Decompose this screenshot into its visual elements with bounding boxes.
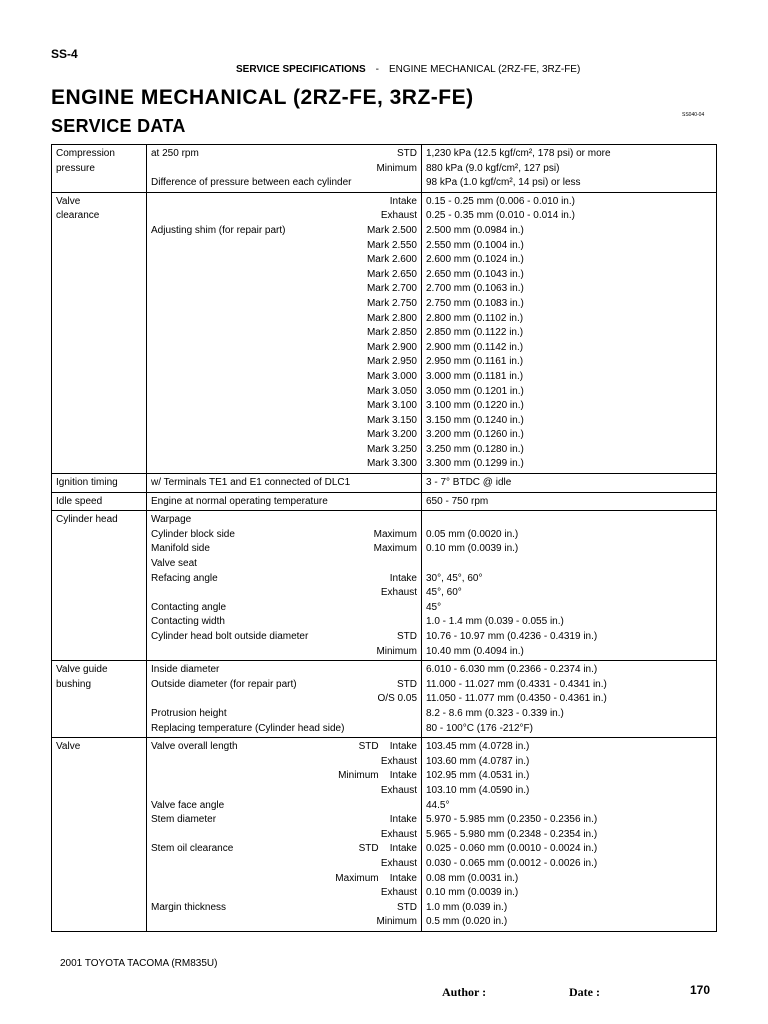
spec-item: Stem diameter <box>151 814 217 826</box>
group-specs <box>422 511 717 661</box>
spec-row <box>151 399 417 414</box>
spec-qualifier: Maximum <box>373 543 417 555</box>
spec-row <box>151 312 417 327</box>
spec-row <box>151 239 417 254</box>
spec-qualifier: Mark 3.300 <box>366 458 417 470</box>
spec-row <box>151 784 417 799</box>
group-specs <box>422 492 717 511</box>
spec-qualifier: Mark 3.150 <box>366 414 417 426</box>
spec-row <box>151 678 417 693</box>
group-items <box>147 492 422 511</box>
group-items <box>147 474 422 493</box>
spec-qualifier: O/S 0.05 <box>377 693 417 705</box>
spec-item: Difference of pressure between each cylinder <box>151 177 352 189</box>
spec-value: 3.050 mm (0.1201 in.) <box>426 385 524 397</box>
spec-value: 3 - 7° BTDC @ idle <box>426 477 512 489</box>
running-header-section: SERVICE SPECIFICATIONS <box>236 64 366 75</box>
spec-value <box>426 513 712 528</box>
service-data-table <box>51 144 717 932</box>
spec-value <box>426 557 712 572</box>
group-label <box>52 192 147 473</box>
spec-row <box>151 268 417 283</box>
spec-row <box>151 176 417 191</box>
group-label-line: Valve <box>56 741 81 753</box>
spec-value: 2.950 mm (0.1161 in.) <box>426 356 524 368</box>
page-subtitle: SERVICE DATA <box>51 116 186 136</box>
spec-value: 2.850 mm (0.1122 in.) <box>426 327 524 339</box>
spec-item: Outside diameter (for repair part) <box>151 678 297 690</box>
spec-value: 0.025 - 0.060 mm (0.0010 - 0.0024 in.) <box>426 843 598 855</box>
group-items <box>147 511 422 661</box>
group-label <box>52 145 147 193</box>
spec-row <box>151 586 417 601</box>
group-items <box>147 738 422 932</box>
spec-qualifier: Minimum <box>376 916 417 928</box>
spec-row <box>151 915 417 930</box>
spec-value: 1,230 kPa (12.5 kgf/cm², 178 psi) or more <box>426 148 611 159</box>
spec-value: 11.050 - 11.077 mm (0.4350 - 0.4361 in.) <box>426 693 607 705</box>
spec-value: 2.750 mm (0.1083 in.) <box>426 297 524 309</box>
spec-value: 880 kPa (9.0 kgf/cm², 127 psi) <box>426 162 560 174</box>
spec-group <box>52 145 717 193</box>
spec-value: 3.000 mm (0.1181 in.) <box>426 370 524 382</box>
group-label-line: Valve guide <box>56 664 108 676</box>
spec-qualifier: Mark 2.800 <box>366 312 417 324</box>
spec-row <box>151 813 417 828</box>
spec-value: 103.10 mm (4.0590 in.) <box>426 784 530 796</box>
spec-value: 103.45 mm (4.0728 in.) <box>426 741 530 753</box>
spec-item: Valve face angle <box>151 799 225 811</box>
spec-row <box>151 615 417 630</box>
spec-item: Refacing angle <box>151 572 218 584</box>
spec-value: 0.5 mm (0.020 in.) <box>426 916 508 928</box>
spec-value: 2.700 mm (0.1063 in.) <box>426 283 524 295</box>
spec-row <box>151 428 417 443</box>
spec-value: 2.650 mm (0.1043 in.) <box>426 268 524 280</box>
group-label-line: pressure <box>56 162 95 174</box>
spec-value: 0.25 - 0.35 mm (0.010 - 0.014 in.) <box>426 210 575 222</box>
group-label <box>52 492 147 511</box>
spec-row <box>151 326 417 341</box>
spec-qualifier: STD Intake <box>358 843 417 855</box>
spec-value: 2.550 mm (0.1004 in.) <box>426 239 524 251</box>
spec-row <box>151 572 417 587</box>
spec-row <box>151 528 417 543</box>
spec-qualifier: Mark 2.550 <box>366 239 417 251</box>
spec-row <box>151 886 417 901</box>
spec-qualifier: Intake <box>389 572 417 584</box>
spec-qualifier: Mark 2.700 <box>366 283 417 295</box>
spec-row <box>151 857 417 872</box>
spec-value: 11.000 - 11.027 mm (0.4331 - 0.4341 in.) <box>426 678 607 690</box>
spec-row <box>151 253 417 268</box>
spec-row <box>151 297 417 312</box>
spec-value: 45°, 60° <box>426 587 462 599</box>
group-items <box>147 661 422 738</box>
spec-qualifier: Mark 2.900 <box>366 341 417 353</box>
spec-item: Cylinder head bolt outside diameter <box>151 631 309 642</box>
group-items <box>147 192 422 473</box>
group-specs <box>422 192 717 473</box>
spec-value: 3.100 mm (0.1220 in.) <box>426 400 524 412</box>
spec-qualifier: Maximum <box>373 528 417 540</box>
spec-value: 1.0 mm (0.039 in.) <box>426 901 508 913</box>
spec-row <box>151 385 417 400</box>
page-title: ENGINE MECHANICAL (2RZ-FE, 3RZ-FE) <box>51 86 474 109</box>
spec-value: 102.95 mm (4.0531 in.) <box>426 770 530 782</box>
spec-qualifier: STD Intake <box>358 741 417 753</box>
spec-item: Cylinder block side <box>151 528 235 540</box>
group-label <box>52 738 147 932</box>
spec-row <box>151 755 417 770</box>
group-items <box>147 145 422 193</box>
spec-item: Contacting angle <box>151 601 227 613</box>
spec-item: Valve seat <box>151 558 197 570</box>
spec-value: 44.5° <box>426 799 450 811</box>
spec-item: Stem oil clearance <box>151 843 234 855</box>
spec-qualifier: STD <box>397 148 417 159</box>
spec-group <box>52 738 717 932</box>
spec-qualifier: Mark 2.750 <box>366 297 417 309</box>
spec-row <box>151 842 417 857</box>
document-code: SS040-04 <box>682 112 705 118</box>
spec-row <box>151 443 417 458</box>
spec-item: Warpage <box>151 514 192 526</box>
spec-row <box>151 630 417 645</box>
spec-item: Protrusion height <box>151 707 227 719</box>
spec-row <box>151 370 417 385</box>
spec-value: 2.600 mm (0.1024 in.) <box>426 254 524 266</box>
spec-group <box>52 492 717 511</box>
spec-qualifier: STD <box>397 901 417 913</box>
spec-value: 45° <box>426 601 442 613</box>
spec-qualifier: Intake <box>389 195 417 207</box>
spec-row <box>151 195 417 210</box>
group-specs <box>422 738 717 932</box>
spec-row <box>151 495 417 510</box>
spec-value: 3.200 mm (0.1260 in.) <box>426 429 524 441</box>
footer-model: 2001 TOYOTA TACOMA (RM835U) <box>60 958 218 969</box>
spec-group <box>52 192 717 473</box>
spec-qualifier: Mark 2.500 <box>366 224 417 236</box>
group-label-line: Compression <box>56 148 115 159</box>
spec-group <box>52 511 717 661</box>
spec-value: 3.150 mm (0.1240 in.) <box>426 414 524 426</box>
spec-item: Manifold side <box>151 543 210 555</box>
spec-row <box>151 828 417 843</box>
spec-qualifier: Exhaust <box>380 210 417 222</box>
spec-qualifier: Mark 2.600 <box>366 254 417 266</box>
date-label: Date : <box>569 985 600 999</box>
spec-row <box>151 645 417 660</box>
group-specs <box>422 145 717 193</box>
spec-value: 0.10 mm (0.0039 in.) <box>426 887 519 899</box>
spec-value: 0.10 mm (0.0039 in.) <box>426 543 519 555</box>
spec-value: 10.40 mm (0.4094 in.) <box>426 645 524 657</box>
spec-value: 8.2 - 8.6 mm (0.323 - 0.339 in.) <box>426 707 564 719</box>
spec-row <box>151 282 417 297</box>
group-label-line: clearance <box>56 210 100 222</box>
spec-qualifier: Exhaust <box>380 755 417 767</box>
group-label <box>52 511 147 661</box>
spec-item: Contacting width <box>151 616 225 628</box>
spec-qualifier: Minimum <box>376 645 417 657</box>
author-label: Author : <box>442 985 487 999</box>
spec-value: 650 - 750 rpm <box>426 495 489 507</box>
spec-row <box>151 901 417 916</box>
spec-row <box>151 707 417 722</box>
spec-qualifier: Minimum <box>376 162 417 174</box>
spec-qualifier: Mark 3.000 <box>366 370 417 382</box>
spec-qualifier: Exhaust <box>380 857 417 869</box>
spec-item: Valve overall length <box>151 741 238 753</box>
spec-group <box>52 661 717 738</box>
spec-qualifier: Mark 3.200 <box>366 429 417 441</box>
group-label-line: Cylinder head <box>56 514 118 526</box>
group-label-line: Ignition timing <box>56 477 118 489</box>
spec-row <box>151 692 417 707</box>
spec-qualifier: Mark 2.950 <box>366 356 417 368</box>
page-code: SS-4 <box>51 47 78 61</box>
spec-row <box>151 355 417 370</box>
group-label-line: Valve <box>56 195 81 207</box>
spec-value: 3.300 mm (0.1299 in.) <box>426 458 524 470</box>
spec-value: 98 kPa (1.0 kgf/cm², 14 psi) or less <box>426 177 581 189</box>
spec-qualifier: Exhaust <box>380 828 417 840</box>
running-header-separator: - <box>375 64 379 75</box>
spec-row <box>151 414 417 429</box>
spec-item: Margin thickness <box>151 901 227 913</box>
spec-row <box>151 209 417 224</box>
group-label <box>52 474 147 493</box>
spec-qualifier: Mark 3.050 <box>366 385 417 397</box>
spec-row <box>151 557 417 572</box>
spec-item: Replacing temperature (Cylinder head side) <box>151 722 345 734</box>
spec-row <box>151 722 417 737</box>
spec-qualifier: Mark 3.250 <box>366 443 417 455</box>
group-label <box>52 661 147 738</box>
spec-value: 5.965 - 5.980 mm (0.2348 - 0.2354 in.) <box>426 828 598 840</box>
spec-value: 80 - 100°C (176 -212°F) <box>426 722 533 734</box>
spec-item: at 250 rpm <box>151 148 199 159</box>
spec-row <box>151 799 417 814</box>
spec-row <box>151 769 417 784</box>
spec-qualifier: Maximum Intake <box>335 872 417 884</box>
spec-value: 2.800 mm (0.1102 in.) <box>426 312 524 324</box>
spec-qualifier: Mark 3.100 <box>366 400 417 412</box>
spec-value: 0.08 mm (0.0031 in.) <box>426 872 519 884</box>
group-label-line: Idle speed <box>56 495 103 507</box>
spec-qualifier: Mark 2.650 <box>366 268 417 280</box>
spec-qualifier: Minimum Intake <box>338 770 417 782</box>
spec-row <box>151 476 417 491</box>
spec-qualifier: Mark 2.850 <box>366 327 417 339</box>
spec-value: 0.15 - 0.25 mm (0.006 - 0.010 in.) <box>426 195 575 207</box>
spec-row <box>151 601 417 616</box>
spec-qualifier: STD <box>397 631 417 642</box>
spec-value: 3.250 mm (0.1280 in.) <box>426 443 524 455</box>
spec-value: 0.030 - 0.065 mm (0.0012 - 0.0026 in.) <box>426 857 598 869</box>
spec-qualifier: Intake <box>389 814 417 826</box>
spec-value: 6.010 - 6.030 mm (0.2366 - 0.2374 in.) <box>426 664 598 676</box>
group-label-line: bushing <box>56 678 92 690</box>
spec-value: 103.60 mm (4.0787 in.) <box>426 755 530 767</box>
page-number: 170 <box>690 983 711 997</box>
spec-row <box>151 162 417 177</box>
group-specs <box>422 474 717 493</box>
running-header <box>236 64 580 75</box>
spec-qualifier: Exhaust <box>380 887 417 899</box>
spec-row <box>151 872 417 887</box>
spec-row <box>151 341 417 356</box>
spec-item: w/ Terminals TE1 and E1 connected of DLC1 <box>151 477 351 489</box>
spec-row <box>151 542 417 557</box>
spec-row <box>151 513 417 528</box>
service-data-body <box>52 145 717 932</box>
spec-row <box>151 740 417 755</box>
spec-row <box>151 663 417 678</box>
spec-row <box>151 457 417 472</box>
spec-value: 5.970 - 5.985 mm (0.2350 - 0.2356 in.) <box>426 814 598 826</box>
spec-group <box>52 474 717 493</box>
spec-qualifier: Exhaust <box>380 587 417 599</box>
spec-qualifier: Exhaust <box>380 784 417 796</box>
spec-value: 1.0 - 1.4 mm (0.039 - 0.055 in.) <box>426 616 564 628</box>
spec-value: 2.900 mm (0.1142 in.) <box>426 341 524 353</box>
spec-value: 30°, 45°, 60° <box>426 572 483 584</box>
spec-item: Engine at normal operating temperature <box>151 495 328 507</box>
spec-item: Inside diameter <box>151 664 220 676</box>
spec-item: Adjusting shim (for repair part) <box>151 224 286 236</box>
spec-value: 10.76 - 10.97 mm (0.4236 - 0.4319 in.) <box>426 631 598 642</box>
spec-row <box>151 224 417 239</box>
spec-value: 2.500 mm (0.0984 in.) <box>426 224 524 236</box>
spec-qualifier: STD <box>397 678 417 690</box>
running-header-subsection: ENGINE MECHANICAL (2RZ-FE, 3RZ-FE) <box>389 64 581 75</box>
spec-row <box>151 147 417 162</box>
group-specs <box>422 661 717 738</box>
spec-value: 0.05 mm (0.0020 in.) <box>426 528 519 540</box>
